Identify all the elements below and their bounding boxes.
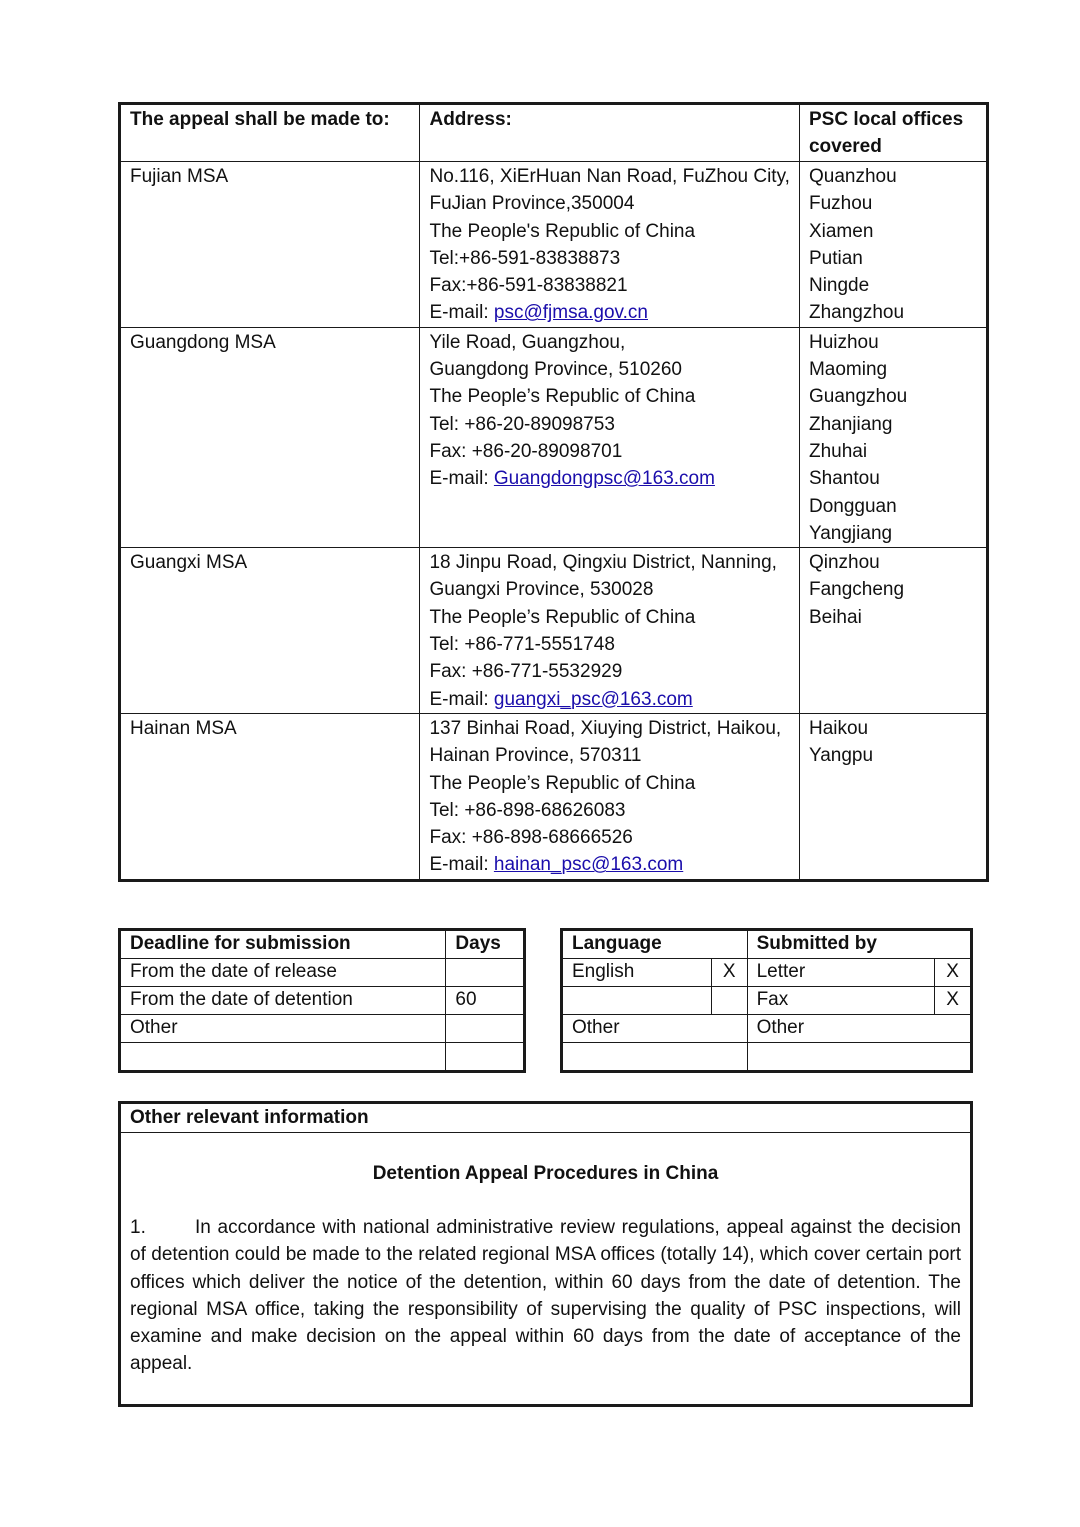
- deadline-table: [118, 928, 526, 1073]
- office-name: Yangjiang: [808, 522, 893, 544]
- tel-line: Tel: +86-20-89098753: [429, 413, 615, 435]
- language-header: [562, 930, 972, 959]
- language-option: English: [562, 959, 712, 987]
- email-link[interactable]: guangxi_psc@163.com: [493, 688, 693, 710]
- submission-method: Fax: [747, 987, 935, 1015]
- email-link[interactable]: hainan_psc@163.com: [493, 854, 684, 876]
- table-row: [120, 987, 525, 1015]
- address-line: The People's Republic of China: [429, 220, 696, 242]
- office-name: Fuzhou: [808, 193, 873, 215]
- tel-line: Tel: +86-898-68626083: [429, 799, 626, 821]
- office-name: Huizhou: [808, 331, 879, 353]
- procedures-title: Detention Appeal Procedures in China: [372, 1163, 719, 1184]
- offices-cell: [799, 162, 987, 328]
- table-row: [120, 1043, 525, 1072]
- office-name: Yangpu: [808, 745, 874, 767]
- address-line: FuJian Province,350004: [429, 193, 635, 215]
- address-line: 18 Jinpu Road, Qingxiu District, Nanning,: [429, 552, 777, 574]
- address-cell: [420, 548, 799, 714]
- address-line: Yile Road, Guangzhou,: [429, 331, 626, 353]
- office-name: Ningde: [808, 275, 870, 297]
- office-name: Guangzhou: [808, 386, 908, 408]
- office-name: Haikou: [808, 717, 869, 739]
- email-line: [429, 851, 789, 878]
- office-name: Xiamen: [808, 220, 874, 242]
- deadline-days: [446, 959, 525, 987]
- table-row: [120, 327, 988, 547]
- appeal-table-header: [120, 104, 988, 162]
- submission-method: Letter: [747, 959, 935, 987]
- language-submission-table: [560, 928, 973, 1073]
- deadline-label: From the date of detention: [120, 987, 446, 1015]
- address-line: The People’s Republic of China: [429, 386, 696, 408]
- table-row: [562, 1015, 972, 1043]
- tel-line: Tel:+86-591-83838873: [429, 247, 621, 269]
- email-line: [429, 299, 789, 326]
- table-row: [120, 959, 525, 987]
- deadline-label: [120, 1043, 446, 1072]
- office-name: Putian: [808, 247, 863, 269]
- offices-cell: [799, 327, 987, 547]
- address-line: The People’s Republic of China: [429, 772, 696, 794]
- tel-line: Tel: +86-771-5551748: [429, 634, 615, 656]
- item-number: 1.: [130, 1217, 146, 1238]
- offices-cell: [799, 713, 987, 880]
- deadline-days: [446, 1015, 525, 1043]
- procedure-paragraph: [130, 1214, 961, 1378]
- submission-check-mark: X: [935, 959, 972, 987]
- office-name: Quanzhou: [808, 166, 897, 187]
- fax-line: Fax: +86-20-89098701: [429, 440, 623, 462]
- table-row: [562, 987, 972, 1015]
- offices-cell: [799, 548, 987, 714]
- header-deadline: Deadline for submission: [120, 930, 446, 959]
- deadline-days: [446, 1043, 525, 1072]
- appeal-table: [118, 102, 989, 882]
- address-line: No.116, XiErHuan Nan Road, FuZhou City,: [429, 166, 790, 187]
- email-label: E-mail:: [429, 854, 494, 876]
- office-name: Zhangzhou: [808, 302, 905, 324]
- authority-name: Guangxi MSA: [120, 548, 420, 714]
- table-row: [562, 959, 972, 987]
- email-line: [429, 686, 789, 713]
- office-name: Zhuhai: [808, 440, 868, 462]
- header-offices: PSC local offices covered: [799, 104, 987, 162]
- address-line: 137 Binhai Road, Xiuying District, Haikou,: [429, 717, 782, 739]
- authority-name: Fujian MSA: [120, 162, 420, 328]
- email-label: E-mail:: [429, 302, 494, 324]
- address-line: The People’s Republic of China: [429, 606, 696, 628]
- header-language: Language: [562, 930, 748, 959]
- fax-line: Fax: +86-771-5532929: [429, 661, 623, 683]
- paragraph-text: In accordance with national administrative review regulations, appeal against the decision of detention could be made to the related regional MSA offices (totally 14), which cover certain port offices which deliver the notice of the detention, within 60 days from the date of detention. The regional MSA office, taking the responsibility of supervising the quality of PSC inspections, will examine and make decision on the appeal within 60 days from the date of acceptance of the appeal.: [130, 1217, 961, 1375]
- language-option: Other: [562, 1015, 748, 1043]
- language-check-mark: X: [711, 959, 747, 987]
- deadline-label: Other: [120, 1015, 446, 1043]
- submission-method: [747, 1043, 971, 1072]
- email-label: E-mail:: [429, 688, 494, 710]
- language-check-mark: [711, 987, 747, 1015]
- language-option: [562, 987, 712, 1015]
- email-link[interactable]: psc@fjmsa.gov.cn: [493, 302, 648, 324]
- fax-line: Fax:+86-591-83838821: [429, 275, 628, 297]
- header-submitted-by: Submitted by: [747, 930, 971, 959]
- authority-name: Hainan MSA: [120, 713, 420, 880]
- header-address: Address:: [420, 104, 799, 162]
- email-label: E-mail:: [429, 468, 494, 490]
- office-name: Qinzhou: [808, 552, 880, 574]
- submission-method: Other: [747, 1015, 971, 1043]
- office-name: Dongguan: [808, 495, 897, 517]
- email-line: [429, 465, 789, 492]
- header-days: Days: [446, 930, 525, 959]
- other-info-header: Other relevant information: [121, 1104, 970, 1133]
- address-line: Guangxi Province, 530028: [429, 579, 654, 601]
- authority-name: Guangdong MSA: [120, 327, 420, 547]
- header-appeal-to: The appeal shall be made to:: [120, 104, 420, 162]
- office-name: Maoming: [808, 359, 888, 381]
- office-name: Zhanjiang: [808, 413, 893, 435]
- table-row: [120, 1015, 525, 1043]
- address-line: Guangdong Province, 510260: [429, 359, 682, 381]
- fax-line: Fax: +86-898-68666526: [429, 827, 633, 849]
- office-name: Fangcheng: [808, 579, 905, 601]
- table-row: [562, 1043, 972, 1072]
- office-name: Shantou: [808, 468, 880, 490]
- deadline-days: 60: [446, 987, 525, 1015]
- language-option: [562, 1043, 748, 1072]
- deadline-header: [120, 930, 525, 959]
- submission-check-mark: X: [935, 987, 972, 1015]
- deadline-label: From the date of release: [120, 959, 446, 987]
- other-info-box: [118, 1101, 973, 1407]
- address-cell: [420, 327, 799, 547]
- address-cell: [420, 162, 799, 328]
- address-cell: [420, 713, 799, 880]
- table-row: [120, 548, 988, 714]
- address-line: Hainan Province, 570311: [429, 745, 642, 767]
- table-row: [120, 162, 988, 328]
- email-link[interactable]: Guangdongpsc@163.com: [493, 468, 715, 490]
- office-name: Beihai: [808, 606, 862, 628]
- table-row: [120, 713, 988, 880]
